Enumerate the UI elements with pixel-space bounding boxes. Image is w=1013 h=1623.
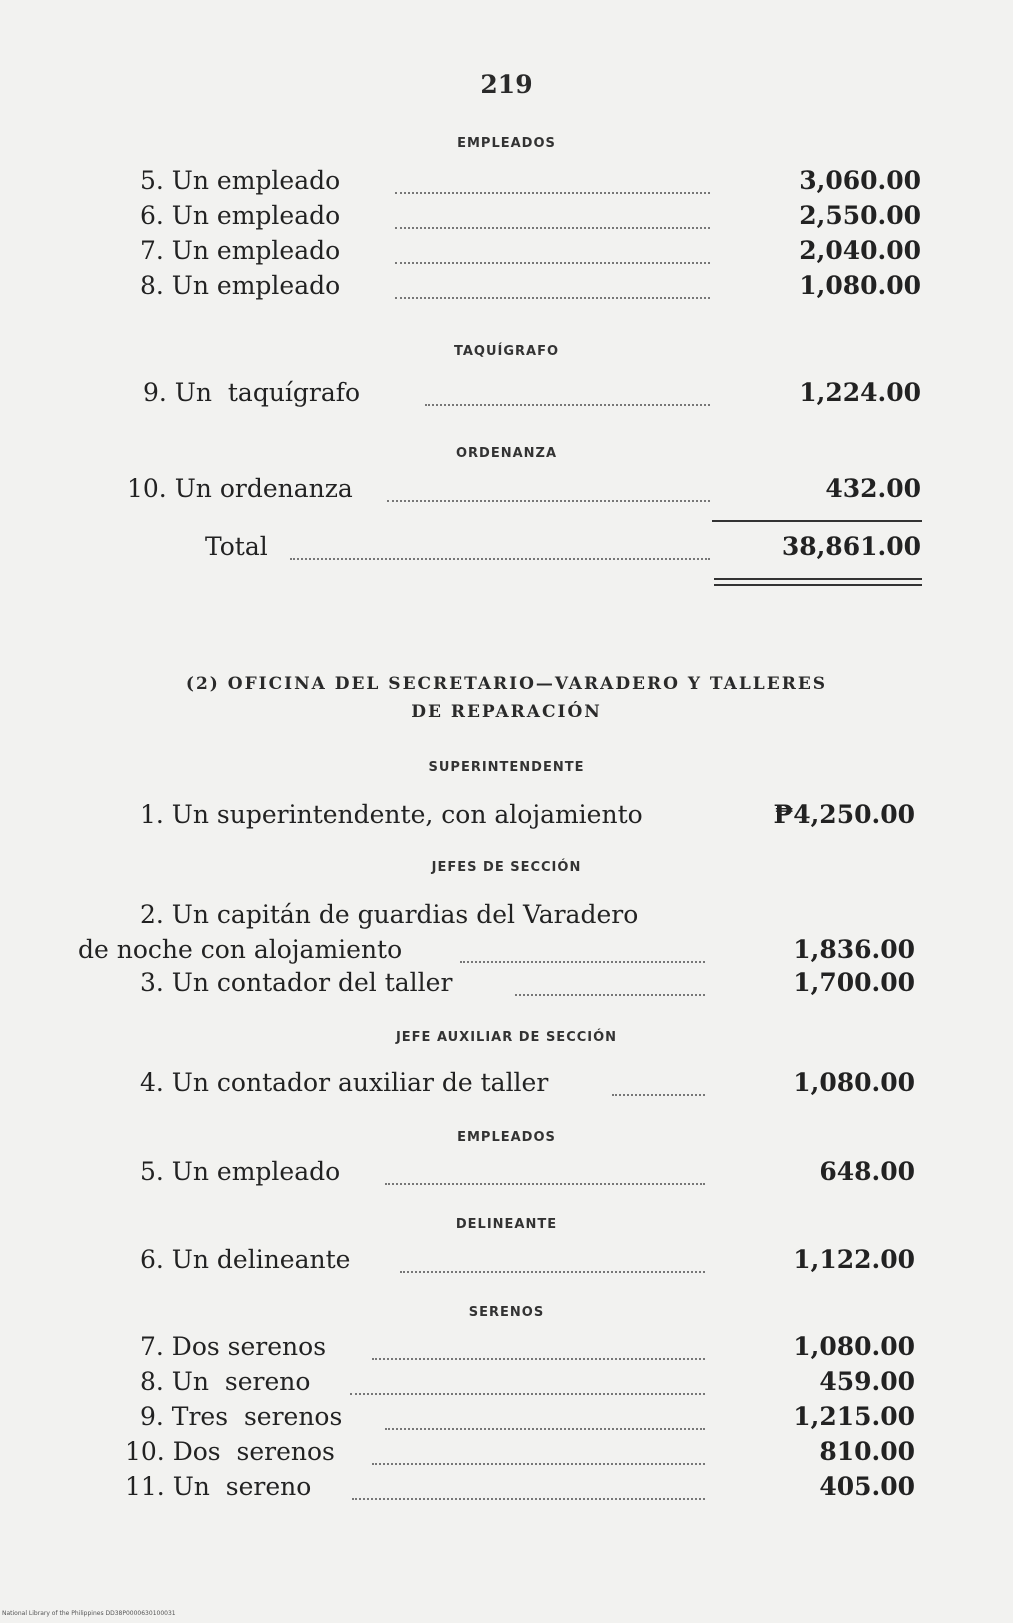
item-label: 1. Un superintendente, con alojamiento bbox=[140, 800, 643, 829]
list-item bbox=[0, 201, 1013, 235]
item-amount: 648.00 bbox=[819, 1157, 915, 1186]
item-label: 2. Un capitán de guardias del Varadero bbox=[140, 900, 639, 929]
heading-serenos: SERENOS bbox=[468, 1305, 545, 1320]
leader-dots bbox=[385, 1183, 705, 1185]
list-item bbox=[0, 1332, 1013, 1366]
item-amount: 1,836.00 bbox=[793, 935, 915, 964]
item-amount: 405.00 bbox=[819, 1472, 915, 1501]
leader-dots bbox=[372, 1463, 705, 1465]
item-label: 7. Un empleado bbox=[140, 236, 341, 265]
item-amount: 1,080.00 bbox=[799, 271, 921, 300]
list-item bbox=[0, 800, 1013, 834]
heading-superintendente: SUPERINTENDENTE bbox=[428, 760, 585, 775]
list-item bbox=[0, 236, 1013, 270]
item-label: 6. Un delineante bbox=[140, 1245, 351, 1274]
item-label: 8. Un sereno bbox=[140, 1367, 311, 1396]
section-title-line2: DE REPARACIÓN bbox=[411, 702, 602, 722]
sum-rule bbox=[712, 520, 922, 522]
item-amount: ₱4,250.00 bbox=[773, 800, 915, 829]
item-amount: 1,224.00 bbox=[799, 378, 921, 407]
list-item bbox=[0, 1157, 1013, 1191]
total-label: Total bbox=[205, 532, 268, 561]
footer-credit: National Library of the Philippines DD38P0000630100031 bbox=[2, 1610, 176, 1617]
list-item bbox=[0, 1245, 1013, 1279]
item-label-continued: de noche con alojamiento bbox=[78, 935, 403, 964]
item-amount: 1,080.00 bbox=[793, 1068, 915, 1097]
heading-jefe-auxiliar: JEFE AUXILIAR DE SECCIÓN bbox=[395, 1030, 618, 1045]
leader-dots bbox=[395, 262, 710, 264]
item-amount: 1,080.00 bbox=[793, 1332, 915, 1361]
item-label: 9. Un taquígrafo bbox=[143, 378, 361, 407]
item-label: 6. Un empleado bbox=[140, 201, 341, 230]
leader-dots bbox=[372, 1358, 705, 1360]
list-item bbox=[0, 1367, 1013, 1401]
leader-dots bbox=[515, 994, 705, 996]
item-label: 4. Un contador auxiliar de taller bbox=[140, 1068, 549, 1097]
heading-delineante: DELINEANTE bbox=[455, 1217, 558, 1232]
leader-dots bbox=[425, 404, 710, 406]
list-item bbox=[0, 271, 1013, 305]
list-item bbox=[0, 378, 1013, 412]
list-item bbox=[0, 1437, 1013, 1471]
heading-jefes-de-seccion: JEFES DE SECCIÓN bbox=[431, 860, 582, 875]
list-item bbox=[0, 1068, 1013, 1102]
leader-dots bbox=[612, 1094, 705, 1096]
list-item bbox=[0, 935, 1013, 969]
total-amount: 38,861.00 bbox=[781, 532, 921, 561]
item-label: 8. Un empleado bbox=[140, 271, 341, 300]
item-amount: 1,122.00 bbox=[793, 1245, 915, 1274]
leader-dots bbox=[385, 1428, 705, 1430]
item-label: 11. Un sereno bbox=[125, 1472, 312, 1501]
heading-empleados: EMPLEADOS bbox=[457, 136, 556, 151]
item-amount: 2,550.00 bbox=[799, 201, 921, 230]
leader-dots bbox=[395, 227, 710, 229]
item-amount: 3,060.00 bbox=[799, 166, 921, 195]
heading-empleados-2: EMPLEADOS bbox=[457, 1130, 556, 1145]
item-label: 5. Un empleado bbox=[140, 1157, 341, 1186]
list-item bbox=[0, 1402, 1013, 1436]
leader-dots bbox=[395, 192, 710, 194]
list-item bbox=[0, 166, 1013, 200]
item-amount: 1,700.00 bbox=[793, 968, 915, 997]
leader-dots bbox=[460, 961, 705, 963]
item-label: 7. Dos serenos bbox=[140, 1332, 327, 1361]
section-title-line1: (2) OFICINA DEL SECRETARIO—VARADERO Y TALLERES bbox=[185, 674, 828, 694]
item-amount: 2,040.00 bbox=[799, 236, 921, 265]
item-label: 10. Un ordenanza bbox=[127, 474, 353, 503]
leader-dots bbox=[400, 1271, 705, 1273]
total-double-rule bbox=[714, 578, 922, 586]
item-label: 9. Tres serenos bbox=[140, 1402, 343, 1431]
list-item bbox=[0, 474, 1013, 508]
list-item bbox=[0, 900, 1013, 934]
item-label: 10. Dos serenos bbox=[125, 1437, 335, 1466]
item-label: 3. Un contador del taller bbox=[140, 968, 453, 997]
heading-ordenanza: ORDENANZA bbox=[455, 446, 558, 461]
list-item bbox=[0, 1472, 1013, 1506]
item-amount: 432.00 bbox=[825, 474, 921, 503]
leader-dots bbox=[387, 500, 710, 502]
leader-dots bbox=[350, 1393, 705, 1395]
item-amount: 1,215.00 bbox=[793, 1402, 915, 1431]
list-item bbox=[0, 968, 1013, 1002]
leader-dots bbox=[352, 1498, 705, 1500]
page-number: 219 bbox=[480, 70, 533, 99]
heading-taquigrafo: TAQUÍGRAFO bbox=[453, 344, 560, 359]
leader-dots bbox=[395, 297, 710, 299]
item-amount: 459.00 bbox=[819, 1367, 915, 1396]
total-row bbox=[0, 532, 1013, 566]
item-label: 5. Un empleado bbox=[140, 166, 341, 195]
leader-dots bbox=[290, 558, 710, 560]
item-amount: 810.00 bbox=[819, 1437, 915, 1466]
